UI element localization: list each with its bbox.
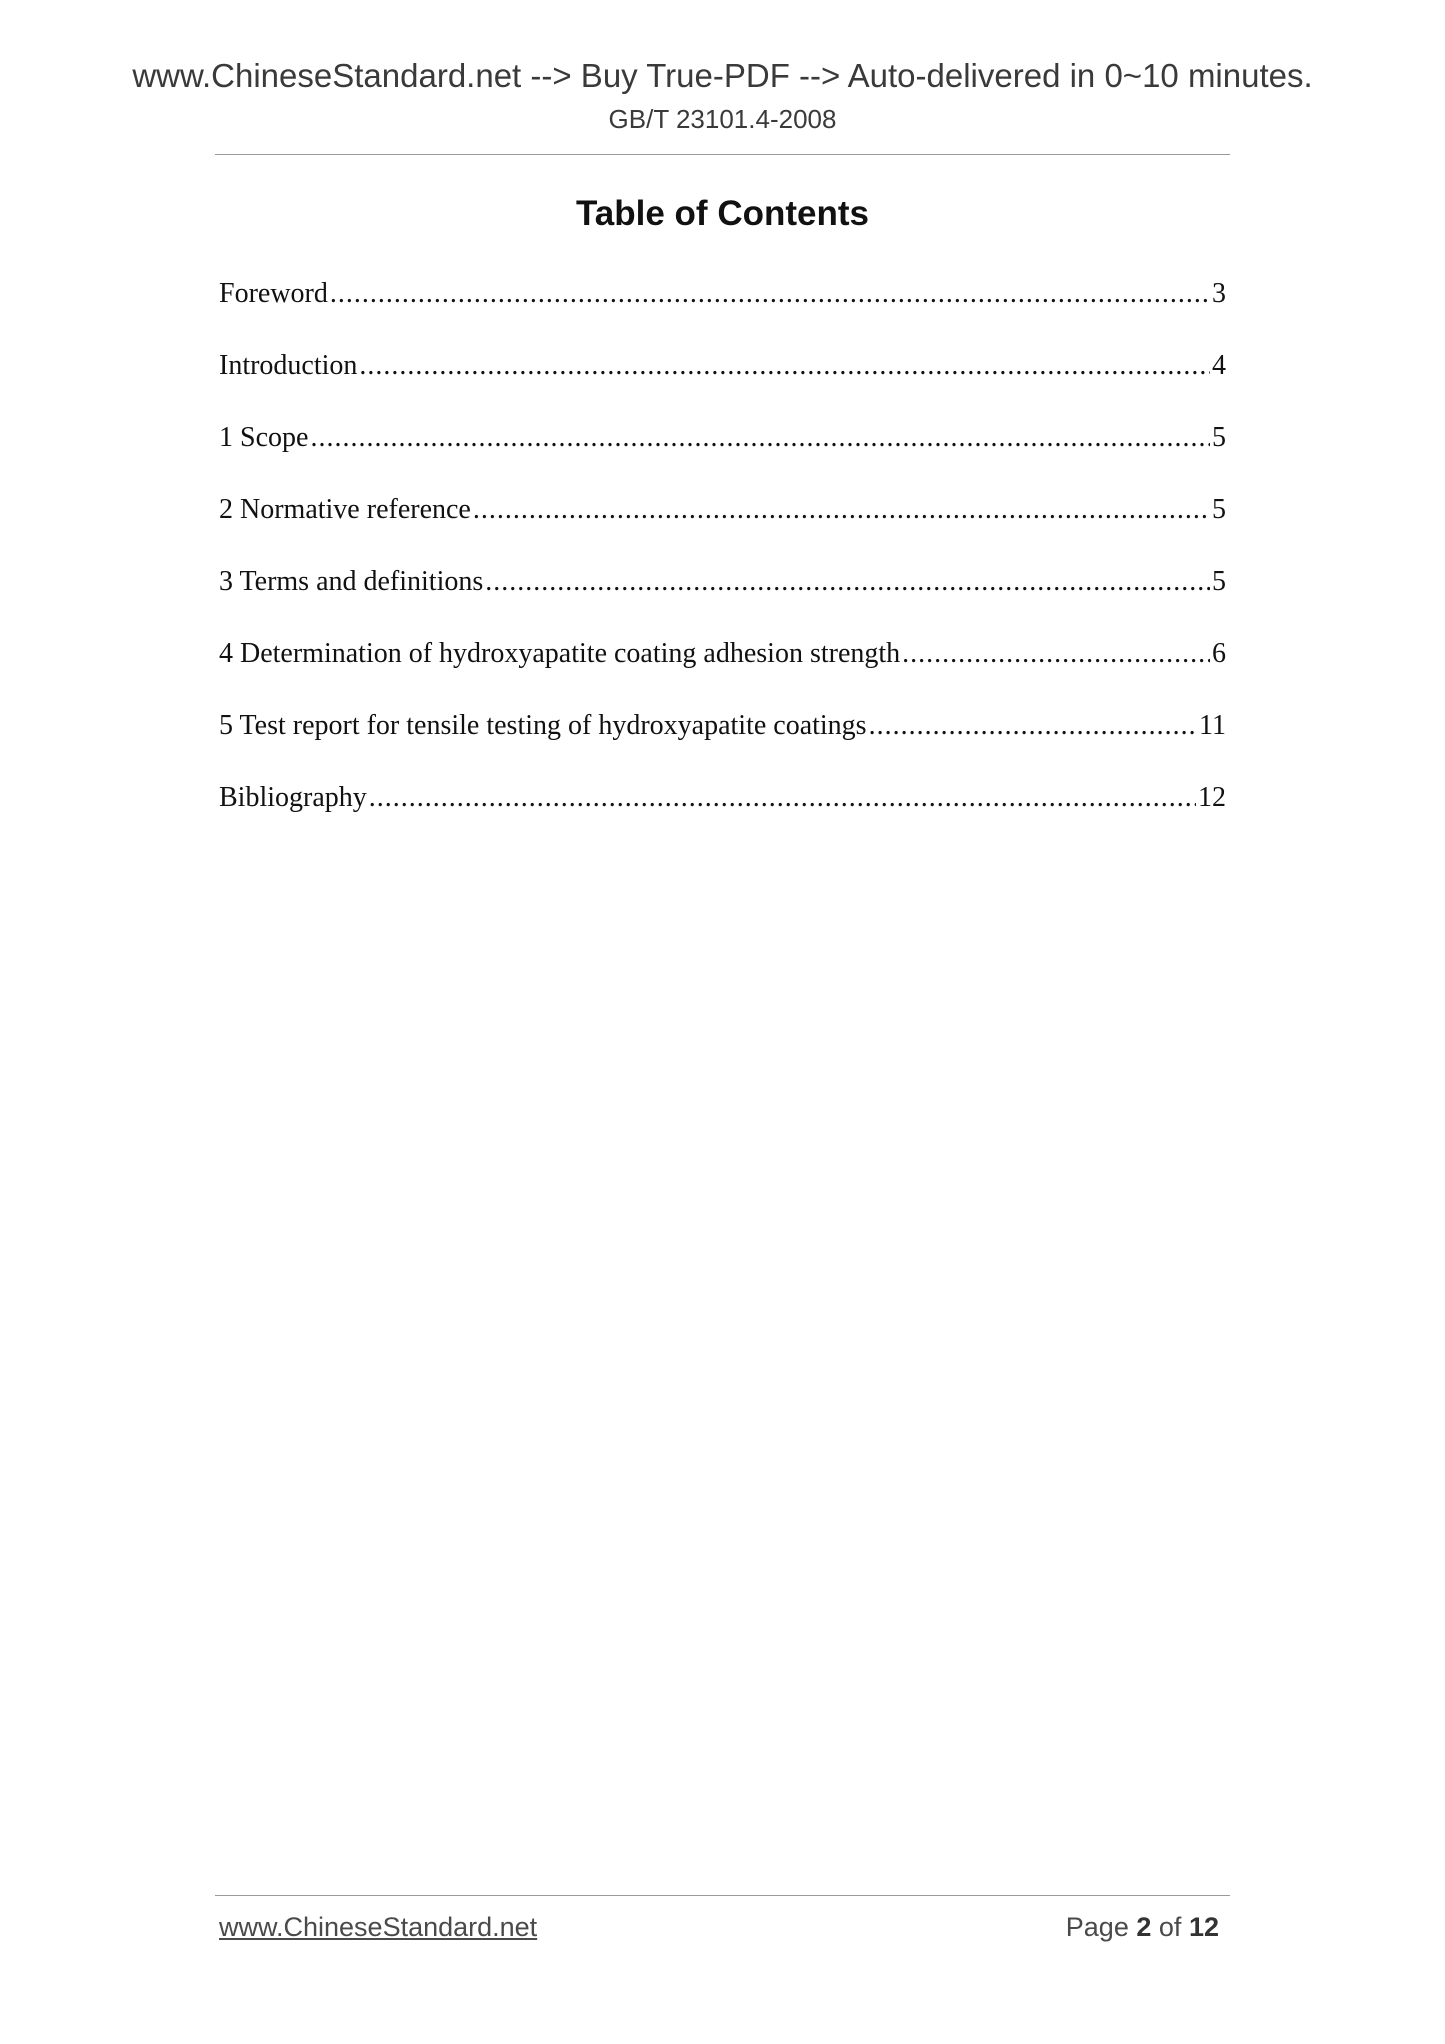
toc-entry-label: 5 Test report for tensile testing of hydroxyapatite coatings [219, 710, 867, 741]
toc-dot-leader [359, 348, 1210, 384]
toc-entry-normative-reference[interactable] [219, 492, 1226, 564]
toc-entry-foreword[interactable] [219, 276, 1226, 348]
toc-entry-page: 3 [1212, 278, 1226, 309]
toc-entry-scope[interactable] [219, 420, 1226, 492]
current-page-number: 2 [1136, 1912, 1152, 1942]
toc-dot-leader [485, 564, 1210, 600]
toc-entry-page: 5 [1212, 566, 1226, 597]
toc-entry-label: Bibliography [219, 782, 367, 813]
header-banner: www.ChineseStandard.net --> Buy True-PDF --> Auto-delivered in 0~10 minutes. [132, 57, 1313, 94]
toc-title: Table of Contents [576, 194, 869, 233]
toc-entry-label: 4 Determination of hydroxyapatite coating adhesion strength [219, 638, 901, 669]
toc-entry-label: 1 Scope [219, 422, 309, 453]
toc-entry-test-report[interactable] [219, 708, 1226, 780]
toc-entry-bibliography[interactable] [219, 780, 1226, 852]
toc-dot-leader [369, 780, 1196, 816]
page-of: of [1158, 1912, 1182, 1942]
toc-entry-label: 2 Normative reference [219, 494, 471, 525]
toc-entry-page: 6 [1212, 638, 1226, 669]
toc-entry-page: 4 [1212, 350, 1226, 381]
footer-divider [215, 1895, 1230, 1896]
toc-dot-leader [473, 492, 1210, 528]
toc-entry-terms-and-definitions[interactable] [219, 564, 1226, 636]
toc-dot-leader [330, 276, 1210, 312]
toc-entry-page: 5 [1212, 494, 1226, 525]
toc-dot-leader [902, 636, 1210, 672]
toc-entry-determination[interactable] [219, 636, 1226, 708]
toc-entry-label: Foreword [219, 278, 328, 309]
page-prefix: Page [1065, 1912, 1129, 1942]
total-pages-number: 12 [1188, 1912, 1219, 1942]
toc-dot-leader [310, 420, 1210, 456]
standard-code: GB/T 23101.4-2008 [608, 104, 837, 134]
toc-entry-page: 12 [1198, 782, 1226, 813]
toc-list [219, 276, 1226, 852]
toc-entry-page: 5 [1212, 422, 1226, 453]
header-divider [215, 154, 1230, 155]
toc-dot-leader [869, 708, 1197, 744]
toc-entry-label: Introduction [219, 350, 358, 381]
toc-entry-page: 11 [1199, 710, 1226, 741]
toc-entry-label: 3 Terms and definitions [219, 566, 484, 597]
footer-site-link[interactable]: www.ChineseStandard.net [219, 1912, 538, 1942]
footer-page-indicator [1066, 1910, 1219, 1944]
toc-entry-introduction[interactable] [219, 348, 1226, 420]
